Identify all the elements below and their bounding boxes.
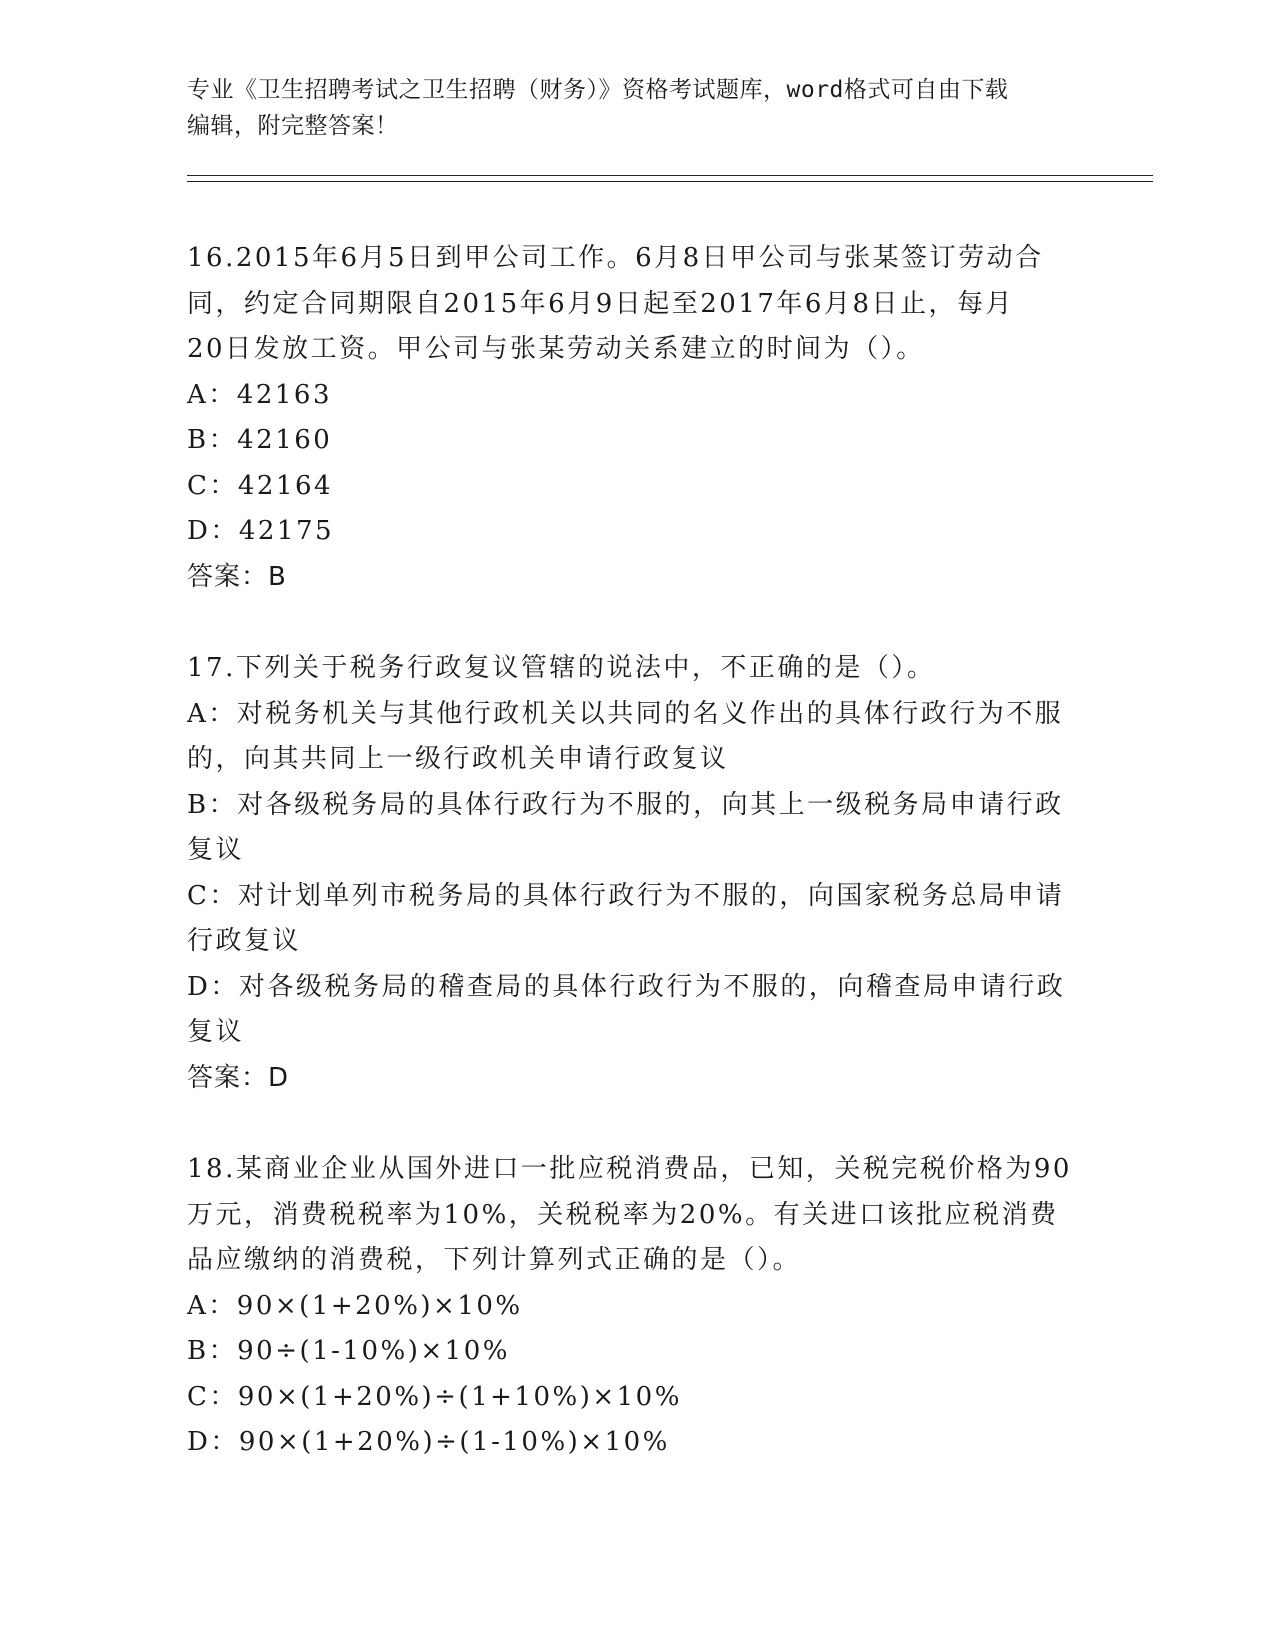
option-d: D：90×(1+20%)÷(1-10%)×10% xyxy=(187,1427,670,1457)
header-rule-bottom xyxy=(187,181,1153,182)
header-rule-top xyxy=(187,175,1153,176)
option-c: C：90×(1+20%)÷(1+10%)×10% xyxy=(187,1381,682,1412)
option-b: B：42160 xyxy=(187,425,333,455)
option-d-continued: 复议 xyxy=(187,1017,245,1047)
question-stem-line: 16.2015年6月5日到甲公司工作。6月8日甲公司与张某签订劳动合 xyxy=(187,243,1044,273)
question-stem-line: 17.下列关于税务行政复议管辖的说法中，不正确的是（）。 xyxy=(187,653,936,683)
option-a: A：对税务机关与其他行政机关以共同的名义作出的具体行政行为不服 xyxy=(187,698,1064,729)
answer-label: 答案：B xyxy=(187,561,287,592)
option-b: B：90÷(1-10%)×10% xyxy=(187,1336,510,1366)
option-a: A：90×(1+20%)×10% xyxy=(187,1290,523,1321)
option-b: B：对各级税务局的具体行政行为不服的，向其上一级税务局申请行政 xyxy=(187,789,1064,820)
header-line-1: 专业《卫生招聘考试之卫生招聘（财务）》资格考试题库，word格式可自由下载 xyxy=(187,77,1009,103)
option-c-continued: 行政复议 xyxy=(187,926,302,956)
question-16 xyxy=(187,236,1087,600)
question-stem-line: 品应缴纳的消费税，下列计算列式正确的是（）。 xyxy=(187,1245,802,1275)
option-d: D：对各级税务局的稽查局的具体行政行为不服的，向稽查局申请行政 xyxy=(187,971,1066,1002)
question-stem-line: 20日发放工资。甲公司与张某劳动关系建立的时间为（）。 xyxy=(187,334,925,364)
question-stem-line: 万元，消费税税率为10%，关税税率为20%。有关进口该批应税消费 xyxy=(187,1199,1059,1230)
option-c: C：对计划单列市税务局的具体行政行为不服的，向国家税务总局申请 xyxy=(187,880,1065,911)
document-header xyxy=(187,72,1087,144)
question-stem-line: 同，约定合同期限自2015年6月9日起至2017年6月8日止，每月 xyxy=(187,288,1015,319)
option-c: C：42164 xyxy=(187,470,334,501)
header-line-2: 编辑，附完整答案！ xyxy=(187,113,399,139)
option-b-continued: 复议 xyxy=(187,835,245,865)
answer-label: 答案：D xyxy=(187,1062,290,1093)
question-stem-line: 18.某商业企业从国外进口一批应税消费品，已知，关税完税价格为90 xyxy=(187,1154,1072,1184)
option-d: D：42175 xyxy=(187,516,335,546)
question-18 xyxy=(187,1147,1087,1466)
option-a-continued: 的，向其共同上一级行政机关申请行政复议 xyxy=(187,744,729,774)
option-a: A：42163 xyxy=(187,379,332,410)
question-17 xyxy=(187,646,1087,1101)
question-list xyxy=(187,236,1087,1512)
